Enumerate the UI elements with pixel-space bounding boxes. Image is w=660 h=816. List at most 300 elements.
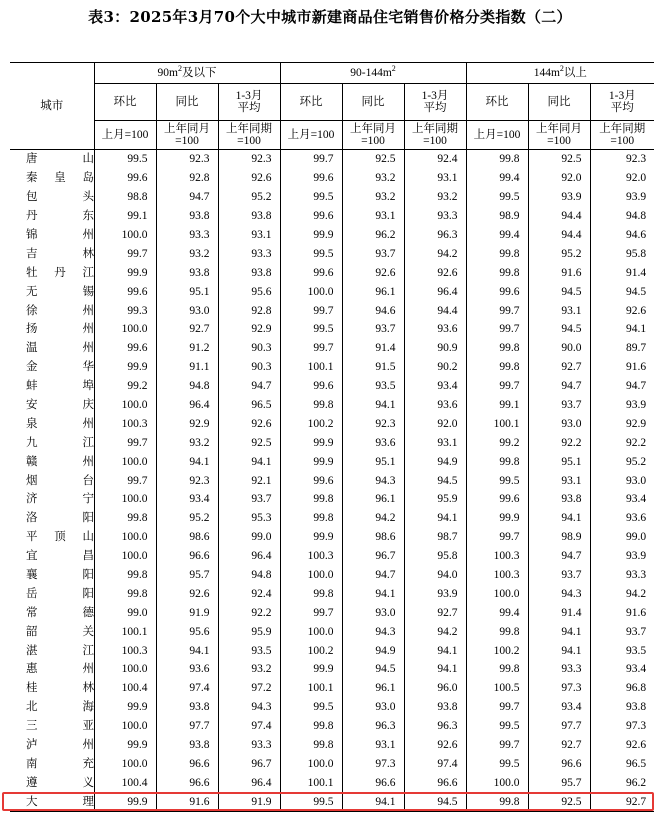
value-cell: 93.9 (528, 188, 590, 207)
value-cell: 100.4 (94, 773, 156, 792)
yoy-header-1: 同比 (342, 84, 404, 121)
value-cell: 99.9 (280, 660, 342, 679)
table-row (10, 755, 654, 774)
value-cell: 93.0 (590, 471, 654, 490)
value-cell: 98.8 (94, 188, 156, 207)
value-cell: 95.2 (590, 452, 654, 471)
value-cell: 94.1 (528, 641, 590, 660)
table-row (10, 547, 654, 566)
table-row (10, 528, 654, 547)
city-cell: 烟台 (26, 474, 94, 487)
value-cell: 99.9 (280, 452, 342, 471)
value-cell: 99.8 (280, 396, 342, 415)
value-cell: 92.9 (218, 320, 280, 339)
table-row (10, 509, 654, 528)
value-cell: 99.8 (280, 584, 342, 603)
city-cell: 包头 (26, 191, 94, 204)
city-cell: 惠州 (26, 663, 94, 676)
value-cell: 100.4 (94, 679, 156, 698)
value-cell: 92.0 (404, 414, 466, 433)
mom-header-0: 环比 (94, 84, 156, 121)
city-cell: 秦皇岛 (26, 172, 94, 185)
table-row (10, 603, 654, 622)
value-cell: 92.7 (590, 792, 654, 811)
value-cell: 92.3 (156, 471, 218, 490)
value-cell: 99.4 (466, 169, 528, 188)
value-cell: 100.2 (466, 641, 528, 660)
value-cell: 91.6 (156, 792, 218, 811)
city-column-header: 城市 (10, 63, 94, 150)
value-cell: 99.0 (590, 528, 654, 547)
value-cell: 92.6 (218, 414, 280, 433)
value-cell: 99.9 (94, 358, 156, 377)
value-cell: 96.6 (156, 773, 218, 792)
value-cell: 93.4 (404, 377, 466, 396)
value-cell: 95.3 (218, 509, 280, 528)
table-row (10, 679, 654, 698)
value-cell: 99.5 (466, 717, 528, 736)
value-cell: 93.1 (528, 471, 590, 490)
value-cell: 100.1 (280, 358, 342, 377)
city-cell: 桂林 (26, 682, 94, 695)
value-cell: 93.6 (342, 433, 404, 452)
value-cell: 96.6 (156, 755, 218, 774)
value-cell: 93.1 (342, 207, 404, 226)
value-cell: 99.9 (94, 736, 156, 755)
yoy-base-0: 上年同月 =100 (156, 121, 218, 150)
value-cell: 93.5 (218, 641, 280, 660)
value-cell: 100.0 (94, 547, 156, 566)
value-cell: 99.1 (94, 207, 156, 226)
value-cell: 100.0 (280, 622, 342, 641)
value-cell: 93.1 (528, 301, 590, 320)
value-cell: 99.6 (280, 207, 342, 226)
value-cell: 100.3 (94, 414, 156, 433)
value-cell: 99.7 (466, 377, 528, 396)
value-cell: 99.7 (466, 301, 528, 320)
value-cell: 96.7 (218, 755, 280, 774)
value-cell: 99.7 (94, 244, 156, 263)
avg-header-0: 1-3月 平均 (218, 84, 280, 121)
value-cell: 90.9 (404, 339, 466, 358)
value-cell: 94.2 (342, 509, 404, 528)
value-cell: 99.8 (466, 244, 528, 263)
table-row (10, 736, 654, 755)
table-row (10, 452, 654, 471)
value-cell: 94.3 (342, 471, 404, 490)
value-cell: 99.7 (94, 471, 156, 490)
value-cell: 99.8 (280, 717, 342, 736)
value-cell: 97.3 (528, 679, 590, 698)
value-cell: 100.3 (280, 547, 342, 566)
value-cell: 92.9 (156, 414, 218, 433)
value-cell: 94.5 (404, 792, 466, 811)
value-cell: 100.0 (280, 282, 342, 301)
value-cell: 94.6 (342, 301, 404, 320)
value-cell: 93.7 (528, 566, 590, 585)
value-cell: 93.1 (342, 736, 404, 755)
value-cell: 93.7 (342, 320, 404, 339)
table-row (10, 584, 654, 603)
city-cell: 南充 (26, 757, 94, 770)
value-cell: 99.6 (280, 169, 342, 188)
value-cell: 93.8 (404, 698, 466, 717)
city-cell: 徐州 (26, 304, 94, 317)
value-cell: 93.3 (218, 736, 280, 755)
value-cell: 90.3 (218, 358, 280, 377)
value-cell: 94.3 (218, 698, 280, 717)
value-cell: 90.0 (528, 339, 590, 358)
table-row (10, 433, 654, 452)
mom-base-1: 上月=100 (280, 121, 342, 150)
value-cell: 96.3 (404, 717, 466, 736)
value-cell: 100.0 (94, 717, 156, 736)
value-cell: 93.3 (528, 660, 590, 679)
city-cell: 安庆 (26, 399, 94, 412)
value-cell: 93.7 (590, 622, 654, 641)
value-cell: 94.8 (590, 207, 654, 226)
value-cell: 93.1 (218, 226, 280, 245)
table-row (10, 396, 654, 415)
value-cell: 99.7 (280, 150, 342, 169)
value-cell: 96.3 (342, 717, 404, 736)
value-cell: 95.2 (156, 509, 218, 528)
value-cell: 99.6 (280, 377, 342, 396)
city-cell: 无锡 (26, 285, 94, 298)
value-cell: 99.5 (280, 320, 342, 339)
value-cell: 92.6 (590, 736, 654, 755)
value-cell: 92.6 (342, 263, 404, 282)
value-cell: 94.4 (404, 301, 466, 320)
value-cell: 96.0 (404, 679, 466, 698)
value-cell: 91.9 (218, 792, 280, 811)
value-cell: 99.9 (94, 698, 156, 717)
value-cell: 99.8 (466, 452, 528, 471)
value-cell: 98.9 (528, 528, 590, 547)
value-cell: 100.0 (466, 773, 528, 792)
mom-header-1: 环比 (280, 84, 342, 121)
value-cell: 94.5 (342, 660, 404, 679)
group-header-144-above: $144m^2$以上 (466, 63, 654, 84)
value-cell: 92.2 (218, 603, 280, 622)
value-cell: 94.9 (404, 452, 466, 471)
value-cell: 93.8 (218, 207, 280, 226)
avg-base-2: 上年同期 =100 (590, 121, 654, 150)
value-cell: 92.7 (156, 320, 218, 339)
value-cell: 100.0 (94, 660, 156, 679)
value-cell: 100.1 (94, 622, 156, 641)
table-row (10, 490, 654, 509)
value-cell: 93.6 (404, 320, 466, 339)
value-cell: 92.6 (404, 263, 466, 282)
value-cell: 92.5 (218, 433, 280, 452)
value-cell: 99.9 (94, 792, 156, 811)
value-cell: 94.4 (528, 207, 590, 226)
value-cell: 96.4 (218, 773, 280, 792)
value-cell: 96.4 (156, 396, 218, 415)
value-cell: 99.6 (94, 339, 156, 358)
value-cell: 92.7 (404, 603, 466, 622)
city-cell: 吉林 (26, 247, 94, 260)
table-row (10, 377, 654, 396)
value-cell: 94.3 (528, 584, 590, 603)
city-cell: 温州 (26, 342, 94, 355)
city-cell: 扬州 (26, 323, 94, 336)
value-cell: 94.1 (342, 584, 404, 603)
city-cell: 岳阳 (26, 587, 94, 600)
value-cell: 96.5 (590, 755, 654, 774)
value-cell: 92.6 (218, 169, 280, 188)
mom-header-2: 环比 (466, 84, 528, 121)
value-cell: 96.2 (342, 226, 404, 245)
value-cell: 93.4 (528, 698, 590, 717)
table-row (10, 660, 654, 679)
value-cell: 98.7 (404, 528, 466, 547)
value-cell: 100.0 (94, 490, 156, 509)
city-cell: 襄阳 (26, 569, 94, 582)
value-cell: 98.6 (156, 528, 218, 547)
value-cell: 93.8 (156, 736, 218, 755)
value-cell: 99.5 (466, 471, 528, 490)
value-cell: 93.8 (156, 698, 218, 717)
value-cell: 94.1 (404, 660, 466, 679)
value-cell: 94.5 (528, 320, 590, 339)
value-cell: 100.2 (280, 641, 342, 660)
value-cell: 93.2 (156, 433, 218, 452)
value-cell: 99.7 (466, 320, 528, 339)
value-cell: 94.3 (342, 622, 404, 641)
value-cell: 94.1 (156, 641, 218, 660)
value-cell: 93.4 (590, 660, 654, 679)
value-cell: 100.1 (280, 679, 342, 698)
value-cell: 91.6 (590, 358, 654, 377)
highlight-box-dali-row (2, 792, 654, 811)
value-cell: 93.2 (218, 660, 280, 679)
city-cell: 泸州 (26, 739, 94, 752)
value-cell: 93.6 (156, 660, 218, 679)
table-row (10, 226, 654, 245)
value-cell: 92.5 (528, 150, 590, 169)
table-row (10, 169, 654, 188)
value-cell: 99.0 (94, 603, 156, 622)
value-cell: 93.0 (156, 301, 218, 320)
table-row (10, 301, 654, 320)
value-cell: 97.4 (156, 679, 218, 698)
value-cell: 94.1 (404, 641, 466, 660)
value-cell: 94.0 (404, 566, 466, 585)
value-cell: 93.3 (218, 244, 280, 263)
value-cell: 99.7 (466, 528, 528, 547)
value-cell: 95.8 (590, 244, 654, 263)
value-cell: 92.2 (528, 433, 590, 452)
value-cell: 99.8 (94, 566, 156, 585)
value-cell: 95.6 (156, 622, 218, 641)
city-cell: 丹东 (26, 210, 94, 223)
value-cell: 97.2 (218, 679, 280, 698)
value-cell: 96.1 (342, 490, 404, 509)
value-cell: 92.6 (156, 584, 218, 603)
value-cell: 94.1 (218, 452, 280, 471)
yoy-header-2: 同比 (528, 84, 590, 121)
value-cell: 95.2 (528, 244, 590, 263)
value-cell: 99.9 (280, 433, 342, 452)
value-cell: 92.7 (528, 736, 590, 755)
city-cell: 宜昌 (26, 550, 94, 563)
value-cell: 96.6 (156, 547, 218, 566)
value-cell: 93.7 (342, 244, 404, 263)
value-cell: 99.5 (94, 150, 156, 169)
value-cell: 94.7 (528, 547, 590, 566)
value-cell: 99.5 (280, 792, 342, 811)
table-row (10, 244, 654, 263)
city-cell: 三亚 (26, 720, 94, 733)
value-cell: 94.7 (590, 377, 654, 396)
value-cell: 94.1 (156, 452, 218, 471)
value-cell: 99.8 (94, 584, 156, 603)
value-cell: 91.6 (528, 263, 590, 282)
value-cell: 98.9 (466, 207, 528, 226)
value-cell: 93.8 (590, 698, 654, 717)
value-cell: 94.6 (590, 226, 654, 245)
value-cell: 94.1 (342, 792, 404, 811)
value-cell: 96.6 (404, 773, 466, 792)
value-cell: 99.5 (466, 755, 528, 774)
value-cell: 96.6 (342, 773, 404, 792)
value-cell: 94.5 (590, 282, 654, 301)
value-cell: 99.7 (94, 433, 156, 452)
value-cell: 93.0 (342, 698, 404, 717)
value-cell: 90.3 (218, 339, 280, 358)
value-cell: 98.6 (342, 528, 404, 547)
value-cell: 93.1 (404, 169, 466, 188)
value-cell: 99.2 (94, 377, 156, 396)
city-cell: 北海 (26, 701, 94, 714)
price-index-table (10, 62, 654, 812)
value-cell: 93.3 (156, 226, 218, 245)
city-cell: 湛江 (26, 644, 94, 657)
value-cell: 94.1 (590, 320, 654, 339)
value-cell: 99.7 (280, 301, 342, 320)
value-cell: 94.1 (528, 622, 590, 641)
value-cell: 89.7 (590, 339, 654, 358)
city-cell: 金华 (26, 361, 94, 374)
value-cell: 97.3 (342, 755, 404, 774)
value-cell: 100.0 (94, 396, 156, 415)
value-cell: 94.1 (342, 396, 404, 415)
value-cell: 100.0 (280, 566, 342, 585)
value-cell: 99.4 (466, 226, 528, 245)
value-cell: 93.9 (590, 188, 654, 207)
value-cell: 99.6 (466, 490, 528, 509)
value-cell: 93.4 (590, 490, 654, 509)
value-cell: 100.3 (466, 566, 528, 585)
value-cell: 94.7 (218, 377, 280, 396)
value-cell: 100.0 (94, 755, 156, 774)
avg-header-1: 1-3月 平均 (404, 84, 466, 121)
city-cell: 遵义 (26, 776, 94, 789)
value-cell: 93.7 (218, 490, 280, 509)
value-cell: 99.8 (466, 358, 528, 377)
value-cell: 97.4 (218, 717, 280, 736)
table-row (10, 263, 654, 282)
value-cell: 92.0 (528, 169, 590, 188)
city-cell: 洛阳 (26, 512, 94, 525)
value-cell: 94.7 (528, 377, 590, 396)
value-cell: 100.2 (280, 414, 342, 433)
value-cell: 93.2 (156, 244, 218, 263)
value-cell: 99.3 (94, 301, 156, 320)
value-cell: 99.9 (466, 509, 528, 528)
value-cell: 99.8 (466, 263, 528, 282)
city-cell: 唐山 (26, 153, 94, 166)
value-cell: 100.0 (94, 528, 156, 547)
city-cell: 平顶山 (26, 531, 94, 544)
table-row (10, 320, 654, 339)
value-cell: 93.1 (404, 433, 466, 452)
value-cell: 99.8 (466, 622, 528, 641)
value-cell: 94.9 (342, 641, 404, 660)
value-cell: 91.4 (528, 603, 590, 622)
value-cell: 92.1 (218, 471, 280, 490)
value-cell: 97.3 (590, 717, 654, 736)
value-cell: 93.7 (528, 396, 590, 415)
value-cell: 93.3 (590, 566, 654, 585)
table-row (10, 566, 654, 585)
value-cell: 93.8 (156, 207, 218, 226)
value-cell: 92.4 (218, 584, 280, 603)
value-cell: 99.6 (280, 471, 342, 490)
value-cell: 97.7 (156, 717, 218, 736)
value-cell: 92.3 (590, 150, 654, 169)
value-cell: 93.2 (342, 188, 404, 207)
value-cell: 91.2 (156, 339, 218, 358)
value-cell: 99.8 (466, 339, 528, 358)
value-cell: 92.3 (218, 150, 280, 169)
value-cell: 93.3 (404, 207, 466, 226)
table-row (10, 282, 654, 301)
value-cell: 96.4 (404, 282, 466, 301)
value-cell: 91.4 (342, 339, 404, 358)
value-cell: 99.5 (280, 698, 342, 717)
value-cell: 92.9 (590, 414, 654, 433)
value-cell: 96.5 (218, 396, 280, 415)
value-cell: 93.6 (404, 396, 466, 415)
value-cell: 100.1 (280, 773, 342, 792)
table-row (10, 698, 654, 717)
value-cell: 95.6 (218, 282, 280, 301)
value-cell: 92.3 (342, 414, 404, 433)
value-cell: 92.0 (590, 169, 654, 188)
value-cell: 95.1 (528, 452, 590, 471)
value-cell: 93.9 (590, 547, 654, 566)
value-cell: 92.6 (590, 301, 654, 320)
value-cell: 91.1 (156, 358, 218, 377)
avg-base-0: 上年同期 =100 (218, 121, 280, 150)
value-cell: 99.7 (280, 603, 342, 622)
value-cell: 100.0 (94, 452, 156, 471)
value-cell: 99.8 (94, 509, 156, 528)
value-cell: 99.5 (466, 188, 528, 207)
city-cell: 济宁 (26, 493, 94, 506)
table-row (10, 641, 654, 660)
city-cell: 泉州 (26, 417, 94, 430)
table-row (10, 358, 654, 377)
table-row (10, 773, 654, 792)
value-cell: 100.3 (94, 641, 156, 660)
value-cell: 99.1 (466, 396, 528, 415)
value-cell: 94.8 (218, 566, 280, 585)
value-cell: 93.4 (156, 490, 218, 509)
